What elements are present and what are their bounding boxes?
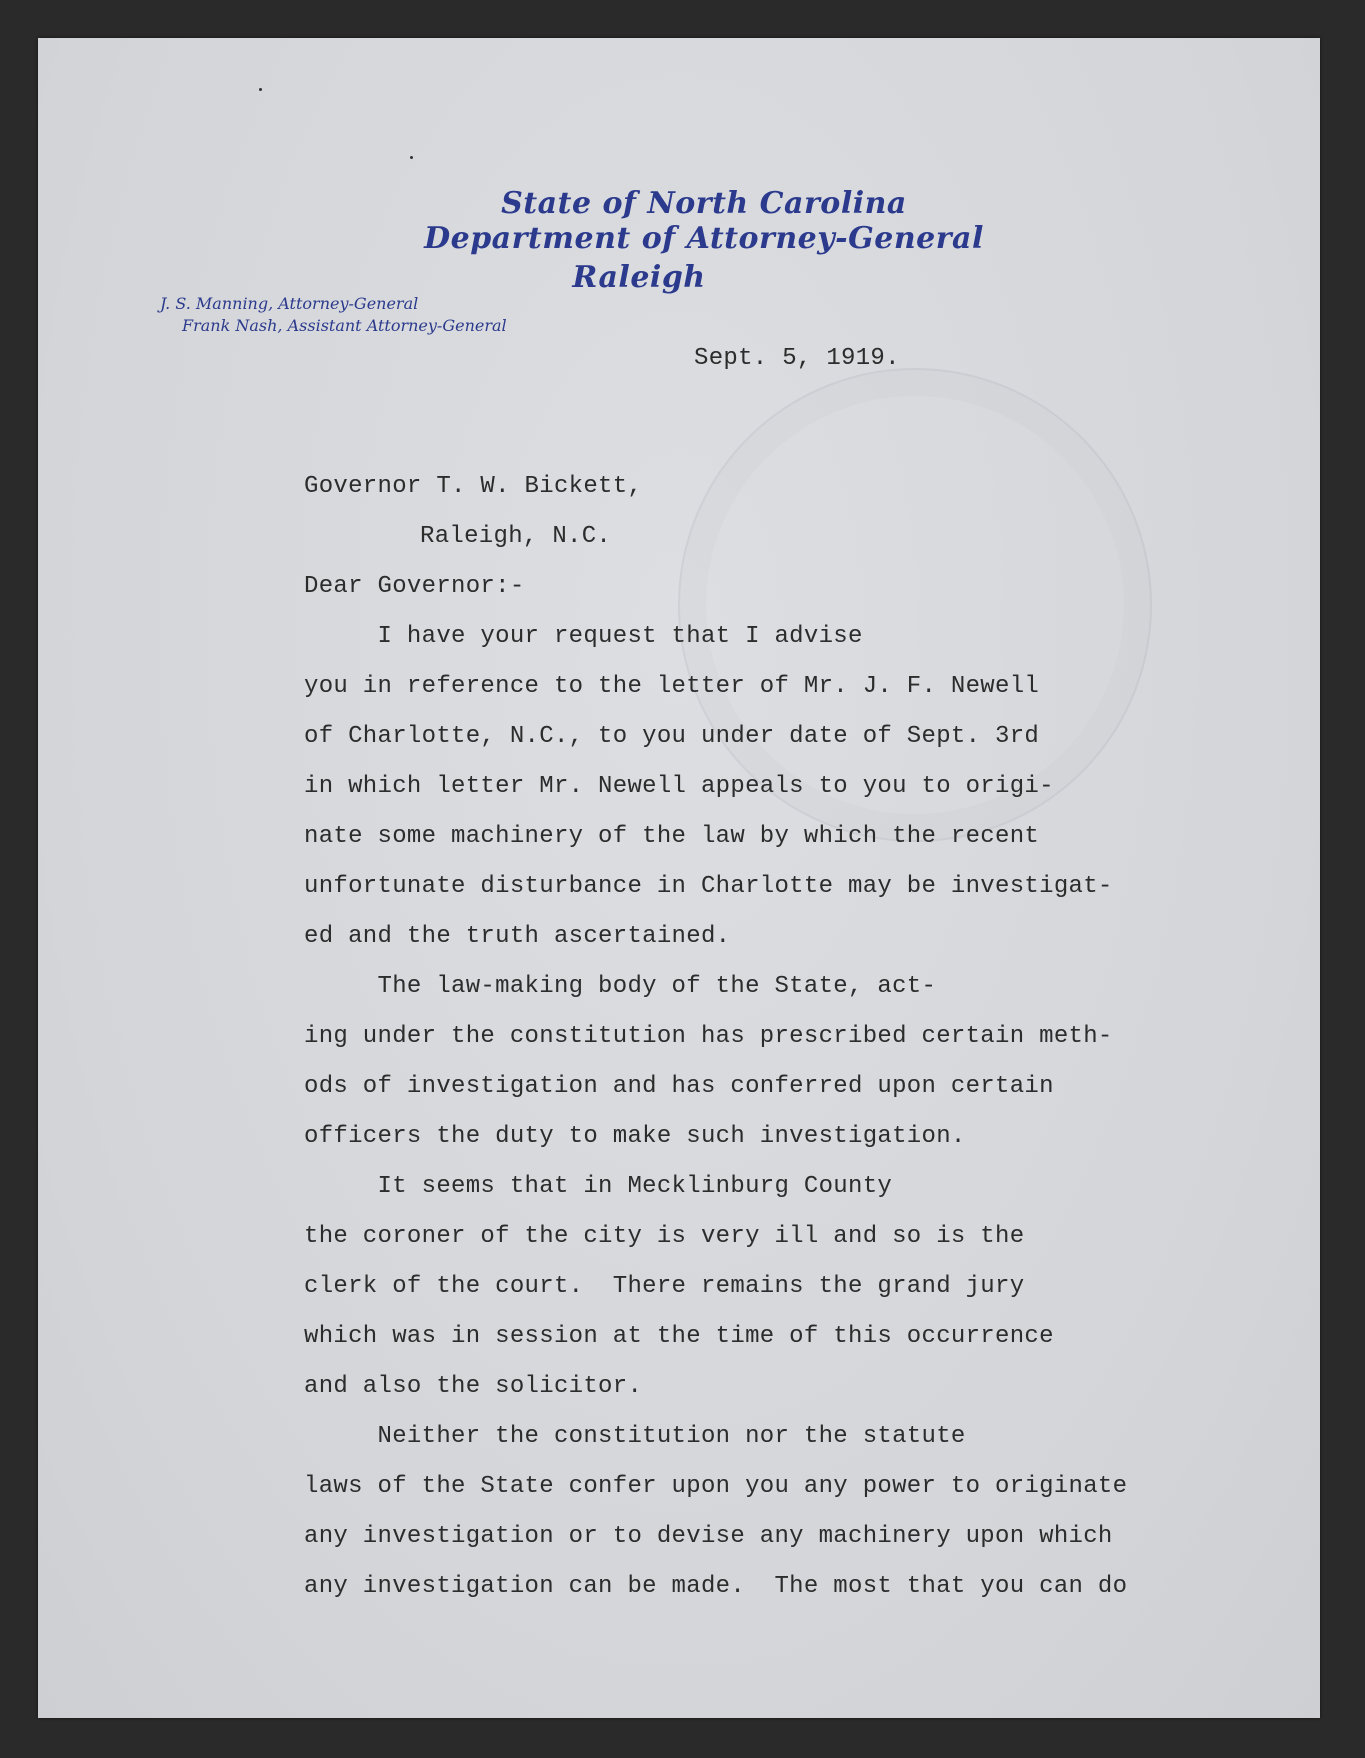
body-line: ing under the constitution has prescribed certain meth-: [304, 1023, 1113, 1050]
body-line: of Charlotte, N.C., to you under date of Sept. 3rd: [304, 723, 1040, 750]
ink-speck: [410, 156, 413, 159]
body-line: nate some machinery of the law by which the recent: [304, 823, 1040, 850]
body-line: Neither the constitution nor the statute: [304, 1423, 966, 1450]
body-line: in which letter Mr. Newell appeals to you to origi-: [304, 773, 1054, 800]
body-line: any investigation can be made. The most that you can do: [304, 1573, 1128, 1600]
attorney-general-name: J. S. Manning, Attorney-General: [160, 294, 419, 313]
body-line: which was in session at the time of this occurrence: [304, 1323, 1054, 1350]
recipient-city: Raleigh, N.C.: [420, 523, 612, 550]
body-line: It seems that in Mecklinburg County: [304, 1173, 893, 1200]
embossed-seal: [678, 368, 1152, 842]
recipient-name: Governor T. W. Bickett,: [304, 473, 643, 500]
body-line: The law-making body of the State, act-: [304, 973, 937, 1000]
body-line: any investigation or to devise any machinery upon which: [304, 1523, 1113, 1550]
body-line: officers the duty to make such investigation.: [304, 1123, 966, 1150]
assistant-attorney-general-name: Frank Nash, Assistant Attorney-General: [182, 316, 507, 335]
letter-page: [38, 38, 1320, 1718]
letterhead-state: State of North Carolina: [501, 186, 907, 221]
body-line: ed and the truth ascertained.: [304, 923, 731, 950]
body-line: the coroner of the city is very ill and so is the: [304, 1223, 1025, 1250]
body-line: I have your request that I advise: [304, 623, 863, 650]
body-line: ods of investigation and has conferred upon certain: [304, 1073, 1054, 1100]
body-line: unfortunate disturbance in Charlotte may be investigat-: [304, 873, 1113, 900]
body-line: laws of the State confer upon you any power to originate: [304, 1473, 1128, 1500]
body-line: clerk of the court. There remains the grand jury: [304, 1273, 1025, 1300]
salutation: Dear Governor:-: [304, 573, 525, 600]
letterhead-department: Department of Attorney-General: [424, 221, 984, 256]
body-line: and also the solicitor.: [304, 1373, 643, 1400]
body-line: you in reference to the letter of Mr. J. F. Newell: [304, 673, 1040, 700]
letterhead-city: Raleigh: [572, 260, 706, 295]
letter-date: Sept. 5, 1919.: [694, 345, 900, 372]
ink-speck: [259, 88, 262, 91]
